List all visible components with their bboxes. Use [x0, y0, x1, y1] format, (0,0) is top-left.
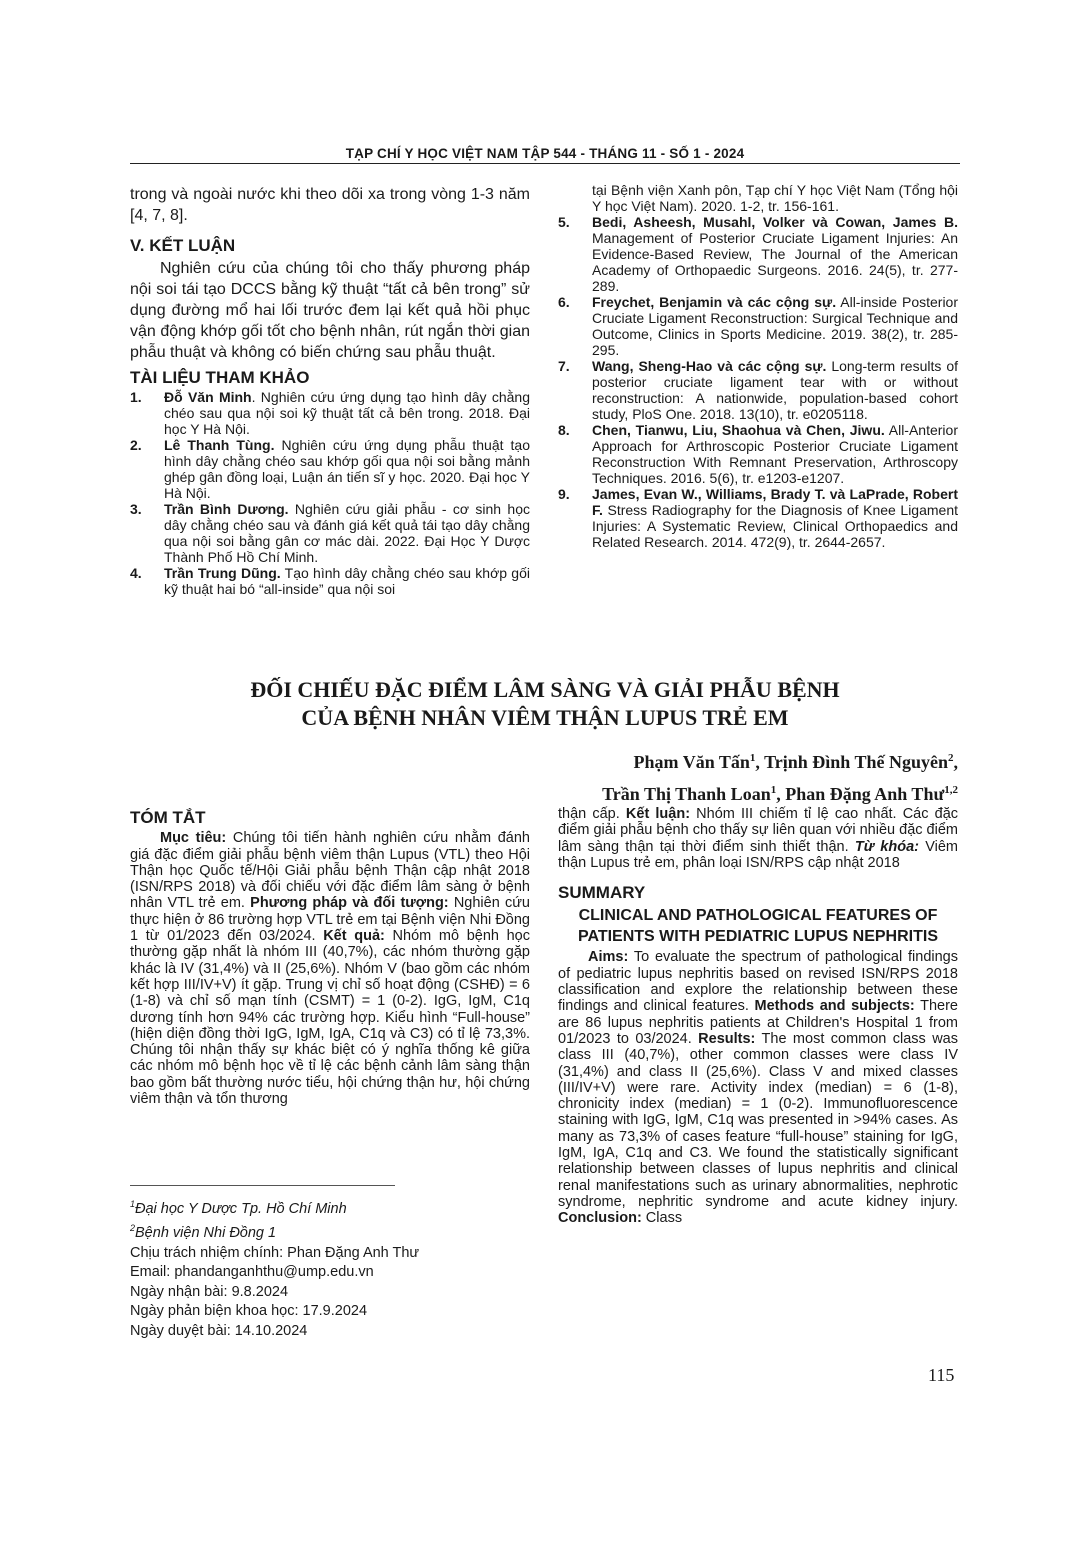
reference-item: 5. Bedi, Asheesh, Musahl, Volker và Cowan, James B. Management of Posterior Cruciate Ligament Injuries: An Evidence-Based Review, The Journal of the American Academy of Orthopaedic Surgeons. 2016. 24(5), tr. 277-289.: [558, 214, 958, 294]
article-authors: Phạm Văn Tấn$^1$, Trịnh Đình Thế Nguyên$^2$, Trần Thị Thanh Loan$^1$, Phan Đặng Anh Thư$^{1,2}$: [602, 752, 958, 804]
reference-item: 8. Chen, Tianwu, Liu, Shaohua và Chen, Jiwu. All-Anterior Approach for Arthroscopic Posterior Cruciate Ligament Reconstruction With Remnant Preservation, Arthroscopy Techniques. 2016. 5(6), tr. e1203-e1207.: [558, 422, 958, 486]
email: Email: phandanganhthu@ump.edu.vn: [130, 1264, 374, 1281]
reference-item: 7. Wang, Sheng-Hao và các cộng sự. Long-term results of posterior cruciate ligament tear with or without reconstruction: A nationwide, population-based cohort study, PloS One. 2018. 13(10), tr. e0205118.: [558, 358, 959, 422]
continuation-text: trong và ngoài nước khi theo dõi xa trong vòng 1-3 năm [4, 7, 8].: [130, 186, 530, 224]
abstract-en-heading: SUMMARY: [558, 883, 646, 903]
reference-item: 1. Đỗ Văn Minh. Nghiên cứu ứng dụng tạo hình dây chằng chéo sau qua nội soi kỹ thuật tất cả bên trong. 2018. Đại học Y Hà Nội.: [130, 389, 530, 437]
reference-item: 3. Trần Bình Dương. Nghiên cứu giải phẫu - cơ sinh học dây chằng chéo sau và đánh giá kết quả tái tạo dây chằng qua nội soi bằng gân cơ mác dài. 2022. Đại Học Y Dược Thành Phố Hồ Chí Minh.: [130, 501, 530, 565]
header-rule: [130, 163, 960, 164]
page-number: 115: [928, 1365, 955, 1385]
abstract-vi-heading: TÓM TẮT: [130, 808, 206, 827]
conclusion-text: Nghiên cứu của chúng tôi cho thấy phương pháp nội soi tái tạo DCCS bằng kỹ thuật “tất cả bên trong” sử dụng đường mổ hai lối trước đem lại kết quả hồi phục vận động khớp gối tốt cho bệnh nhân, rút ngắn thời gian phẫu thuật và không có biến chứng sau phẫu thuật.: [130, 260, 530, 361]
references-left: [130, 389, 530, 597]
journal-header: TẠP CHÍ Y HỌC VIỆT NAM TẬP 544 - THÁNG 11 - SỐ 1 - 2024: [345, 146, 745, 161]
abstract-en-title: CLINICAL AND PATHOLOGICAL FEATURES OF PATIENTS WITH PEDIATRIC LUPUS NEPHRITIS: [577, 907, 938, 946]
abstract-vi-body: Mục tiêu: Chúng tôi tiến hành nghiên cứu nhằm đánh giá đặc điểm giải phẫu bệnh viêm thận Lupus (VTL) theo Hội Thận học Quốc tế/Hội Giải phẫu bệnh Thận cập nhật 2018 (ISN/RPS 2018) và đối chiếu với đặc điểm lâm sàng ở bệnh nhân VTL trẻ em. Phương pháp và đối tượng: Nghiên cứu thực hiện ở 86 trường hợp VTL trẻ em tại Bệnh viện Nhi Đồng 1 từ 01/2023 đến 03/2024. Kết quả: Nhóm mô bệnh học thường gặp nhất là nhóm III (40,7%), các nhóm thường gặp khác là IV (31,4%) và II (25,6%). Nhóm V (bao gồm các nhóm kết hợp III/IV+V) ít gặp. Trung vị chỉ số hoạt động (CSHĐ) = 6 (1-8) và chỉ số mạn tính (CSMT) = 1 (0-2). IgG, IgM, C1q dương tính hơn 94% các trường hợp. Kiểu hình “Full-house” (hiện diện đồng thời IgG, IgM, IgA, C1q và C3) có tỉ lệ 73,3%. Chúng tôi nhận thấy sự khác biệt có ý nghĩa thống kê giữa các nhóm mô bệnh học về tỉ lệ các bệnh cảnh lâm sàng thận bao gồm bất thường nước tiểu, hội chứng thận hư, hội chứng viêm thận và tổn thương: [130, 830, 530, 1108]
corresponding-author: Chịu trách nhiệm chính: Phan Đặng Anh Thư: [130, 1244, 420, 1261]
reference-item-continued: tại Bệnh viện Xanh pôn, Tạp chí Y học Việt Nam (Tổng hội Y học Việt Nam). 2020. 1-2, tr. 156-161.: [592, 182, 958, 214]
abstract-vi-continued: thận cấp. Kết luận: Nhóm III chiếm tỉ lệ cao nhất. Các đặc điểm giải phẫu bệnh cho thấy sự liên quan với nhiều đặc điểm lâm sàng thận tại thời điểm sinh thiết thận. Từ khóa: Viêm thận Lupus trẻ em, phân loại ISN/RPS cập nhật 2018: [558, 806, 959, 871]
affiliation-2: $^2$Bệnh viện Nhi Đồng 1: [130, 1223, 277, 1242]
article-title: ĐỐI CHIẾU ĐẶC ĐIỂM LÂM SÀNG VÀ GIẢI PHẪU BỆNH CỦA BỆNH NHÂN VIÊM THẬN LUPUS TRẺ EM: [250, 677, 840, 730]
reference-item: 6. Freychet, Benjamin và các cộng sự. All-inside Posterior Cruciate Ligament Reconstruction: Surgical Technique and Outcome, Clinics in Sports Medicine. 2019. 38(2), tr. 285-295.: [558, 294, 958, 358]
abstract-right: [558, 806, 958, 1227]
references-right: [558, 182, 958, 550]
abstract-vi: [130, 810, 530, 1107]
footnotes: [130, 1195, 419, 1341]
affiliation-1: $^1$Đại học Y Dược Tp. Hồ Chí Minh: [130, 1199, 347, 1217]
abstract-en-body: Aims: To evaluate the spectrum of pathological findings of pediatric lupus nephritis based on revised ISN/RPS 2018 classification and explore the relationship between these findings and clinical features. Methods and subjects: There are 86 lupus nephritis patients at Children's Hospital 1 from 01/2023 to 03/2024. Results: The most common class was class III (40,7%), other common classes were class IV (31,4%) and class II (25,6%). Class V and mixed classes (III/IV+V) were rare. Activity index (median) = 6 (1-8), chronicity index (median) = 1 (0-2). Immunofluorescence staining with IgG, IgM, C1q was presented in >94% cases. As many as 73,3% of cases feature “full-house” staining for IgG, IgM, IgA, C1q and C3. We found the statistically significant relationship between classes of lupus nephritis and clinical renal manifestations such as urinary abnormalities, nephrotic syndrome, nephritic syndrome and acute kidney injury. Conclusion: Class: [558, 949, 958, 1227]
date-received: Ngày nhận bài: 9.8.2024: [130, 1283, 289, 1300]
conclusion-heading: V. KẾT LUẬN: [130, 236, 236, 255]
left-column-top: [130, 184, 530, 597]
reference-item: 9. James, Evan W., Williams, Brady T. và LaPrade, Robert F. Stress Radiography for the Diagnosis of Knee Ligament Injuries: A Systematic Review, Clinical Orthopaedics and Related Research. 2014. 472(9), tr. 2644-2657.: [558, 486, 958, 550]
date-reviewed: Ngày phản biện khoa học: 17.9.2024: [130, 1303, 368, 1320]
references-heading: TÀI LIỆU THAM KHẢO: [130, 368, 310, 387]
reference-item: 4. Trần Trung Dũng. Tạo hình dây chằng chéo sau khớp gối kỹ thuật hai bó “all-inside” qua nội soi: [130, 565, 530, 597]
footnote-rule: [130, 1185, 395, 1186]
date-accepted: Ngày duyệt bài: 14.10.2024: [130, 1322, 308, 1339]
reference-item: 2. Lê Thanh Tùng. Nghiên cứu ứng dụng phẫu thuật tạo hình dây chằng chéo sau khớp gối qua nội soi bằng mảnh ghép gân đồng loại, Luận án tiến sĩ y học. 2020. Đại học Y Hà Nội.: [130, 437, 530, 501]
